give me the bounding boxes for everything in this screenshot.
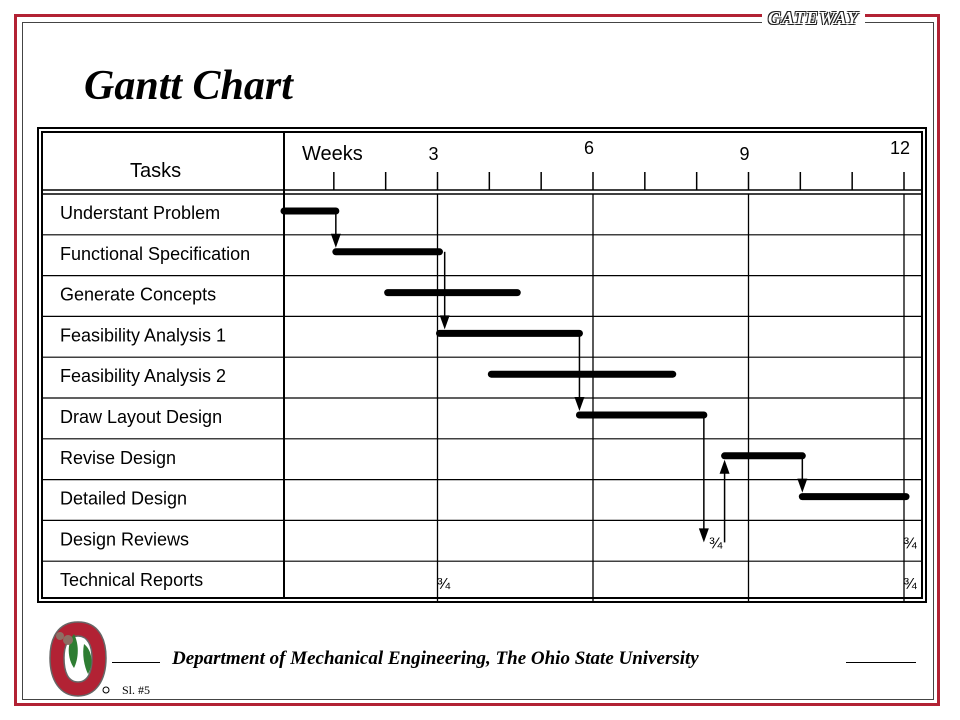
week-tick-label: 3 <box>428 144 439 164</box>
task-label: Understant Problem <box>60 203 221 223</box>
footer-rule-left <box>112 662 160 663</box>
footer-department: Department of Mechanical Engineering, The Ohio State University <box>172 648 699 669</box>
task-label: Technical Reports <box>60 570 204 591</box>
week-tick-label: 9 <box>739 144 750 164</box>
task-label: Draw Layout Design <box>60 407 223 427</box>
weeks-header: Weeks <box>302 143 363 165</box>
task-label: Feasibility Analysis 2 <box>60 366 227 387</box>
milestone-marker: ¾ <box>903 535 917 553</box>
task-label: Generate Concepts <box>60 284 217 305</box>
gateway-brand: GATEWAY <box>762 8 865 29</box>
university-logo <box>44 614 112 700</box>
task-label: Feasibility Analysis 1 <box>60 325 227 346</box>
slide-number: Sl. #5 <box>122 683 151 697</box>
milestone-marker: ¾ <box>436 576 451 594</box>
tasks-header: Tasks <box>130 160 182 182</box>
week-tick-label: 6 <box>583 138 595 158</box>
task-label: Revise Design <box>60 447 177 468</box>
task-label: Design Reviews <box>60 529 190 550</box>
page-title: Gantt Chart <box>84 63 293 109</box>
task-label: Detailed Design <box>60 488 188 509</box>
milestone-marker: ¾ <box>903 576 917 594</box>
week-tick-label: 12 <box>889 138 911 158</box>
task-label: Functional Specification <box>60 243 251 264</box>
footer-rule-right <box>846 662 916 663</box>
milestone-marker: ¾ <box>708 535 723 553</box>
